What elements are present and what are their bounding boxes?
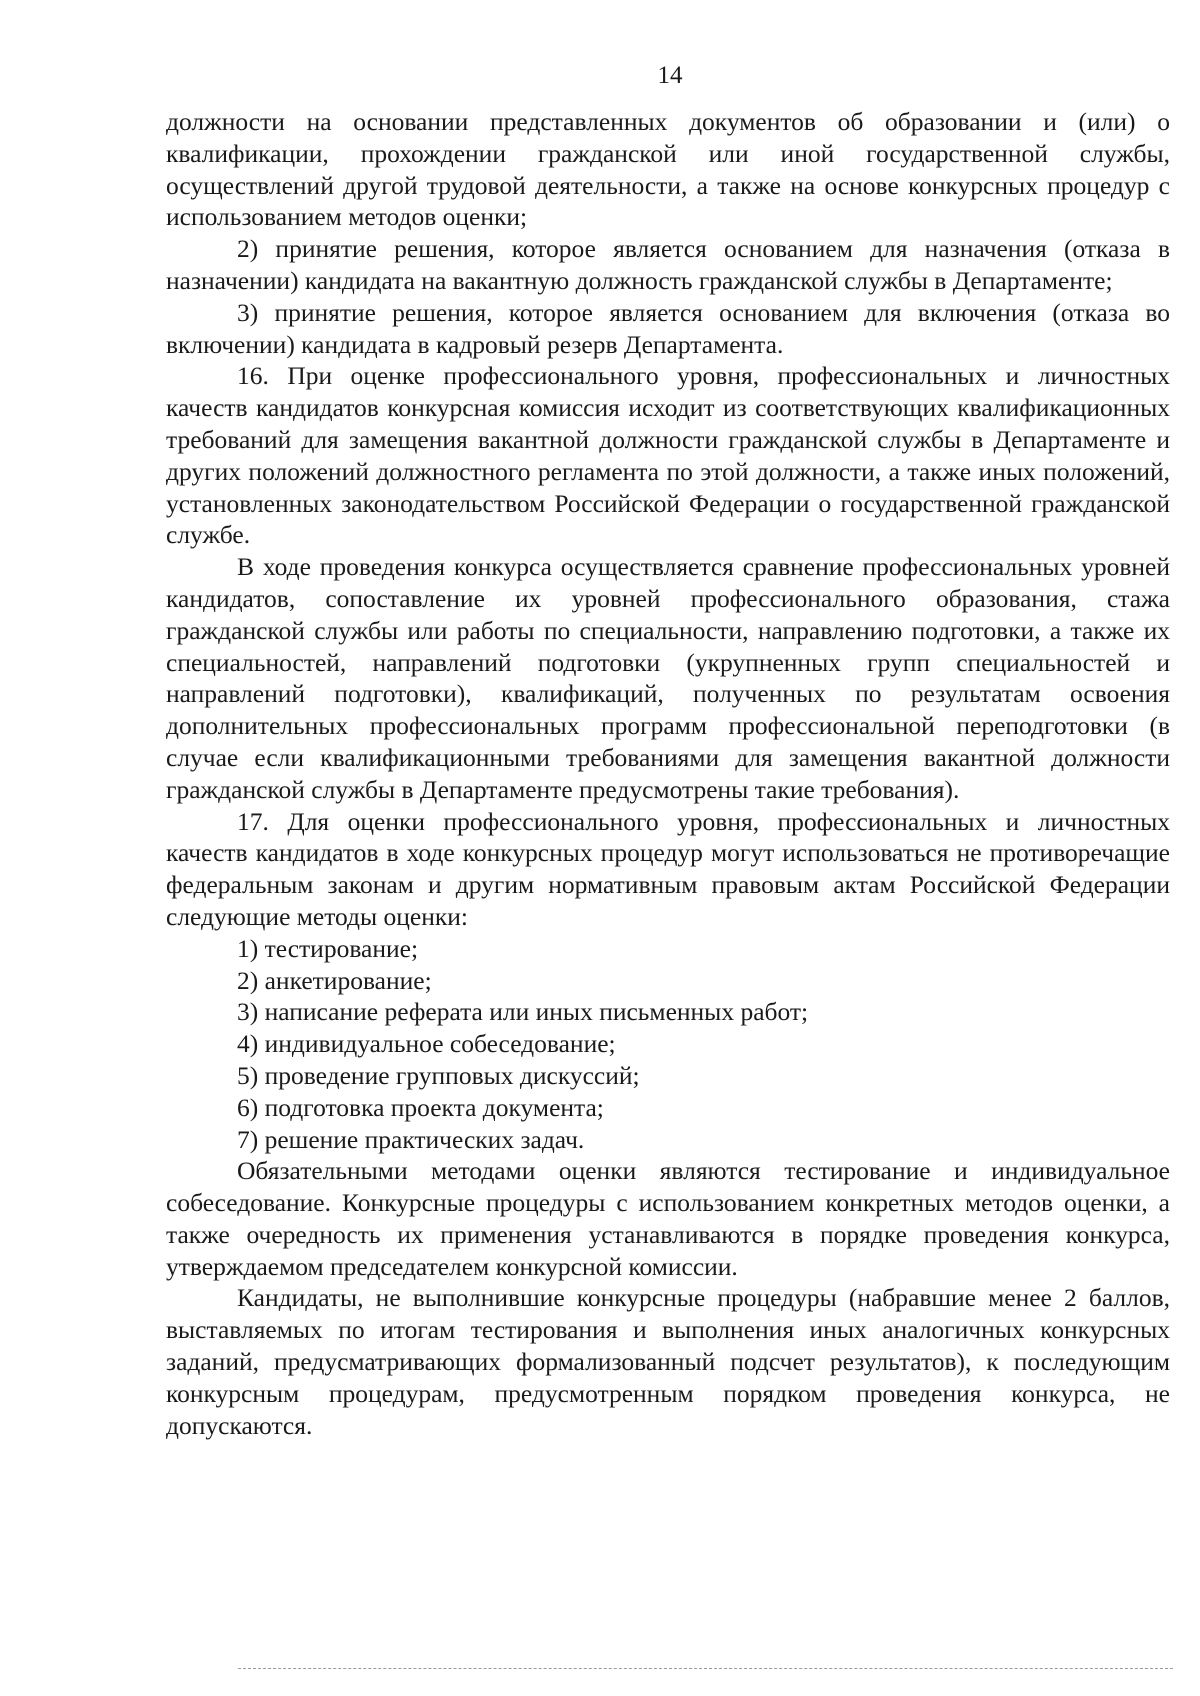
paragraph-mandatory-methods: Обязательными методами оценки являются тестирование и индивидуальное собеседование. Конкурсные процедуры с использованием конкретных методов оценки, а также очередность их применения устанавливаются в порядке проведения конкурса, утверждаемом председателем конкурсной комиссии. [166,1156,1170,1281]
paragraph-16: 16. При оценке профессионального уровня, профессиональных и личностных качеств кандидатов конкурсная комиссия исходит из соответствующих квалификационных требований для замещения вакантной должности гражданской службы в Департаменте и других положений должностного регламента по этой должности, а также иных положений, установленных законодательством Российской Федерации о государственной гражданской службе. [166,361,1170,550]
page-number: 14 [657,62,683,89]
paragraph-continuation: должности на основании представленных документов об образовании и (или) о квалификации, прохождении гражданской или иной государственной службы, осуществлений другой трудовой деятельности, а также на основе конкурсных процедур с использованием методов оценки; [166,107,1170,232]
paragraph-comparison: В ходе проведения конкурса осуществляется сравнение профессиональных уровней кандидатов, сопоставление их уровней профессионального образования, стажа гражданской службы или работы по специальности, направлению подготовки, а также их специальностей, направлений подготовки (укрупненных групп специальностей и направлений подготовки), квалификаций, полученных по результатам освоения дополнительных профессиональных программ профессиональной переподготовки (в случае если квалификационными требованиями для замещения вакантной должности гражданской службы в Департаменте предусмотрены такие требования). [166,552,1170,804]
paragraph-item-3: 3) принятие решения, которое является основанием для включения (отказа во включении) кандидата в кадровый резерв Департамента. [166,297,1170,359]
paragraph-candidates: Кандидаты, не выполнившие конкурсные процедуры (набравшие менее 2 баллов, выставляемых по итогам тестирования и выполнения иных аналогичных конкурсных заданий, предусматривающих формализованный подсчет результатов), к последующим конкурсным процедурам, предусмотренным порядком проведения конкурса, не допускаются. [166,1283,1170,1440]
method-item: 2) анкетирование; [237,965,432,995]
method-item: 4) индивидуальное собеседование; [237,1029,616,1059]
method-item: 6) подготовка проекта документа; [237,1092,604,1122]
paragraph-item-2: 2) принятие решения, которое является основанием для назначения (отказа в назначении) кандидата на вакантную должность гражданской службы в Департаменте; [166,234,1170,295]
paragraph-17: 17. Для оценки профессионального уровня, профессиональных и личностных качеств кандидатов в ходе конкурсных процедур могут использоваться не противоречащие федеральным законам и другим нормативным правовым актам Российской Федерации следующие методы оценки: [166,806,1170,931]
method-item: 7) решение практических задач. [237,1124,585,1154]
document-body [166,106,1170,1441]
method-item: 5) проведение групповых дискуссий; [237,1060,640,1090]
method-item: 1) тестирование; [237,933,419,963]
footer-divider [238,1668,1173,1669]
method-item: 3) написание реферата или иных письменных работ; [237,997,809,1027]
